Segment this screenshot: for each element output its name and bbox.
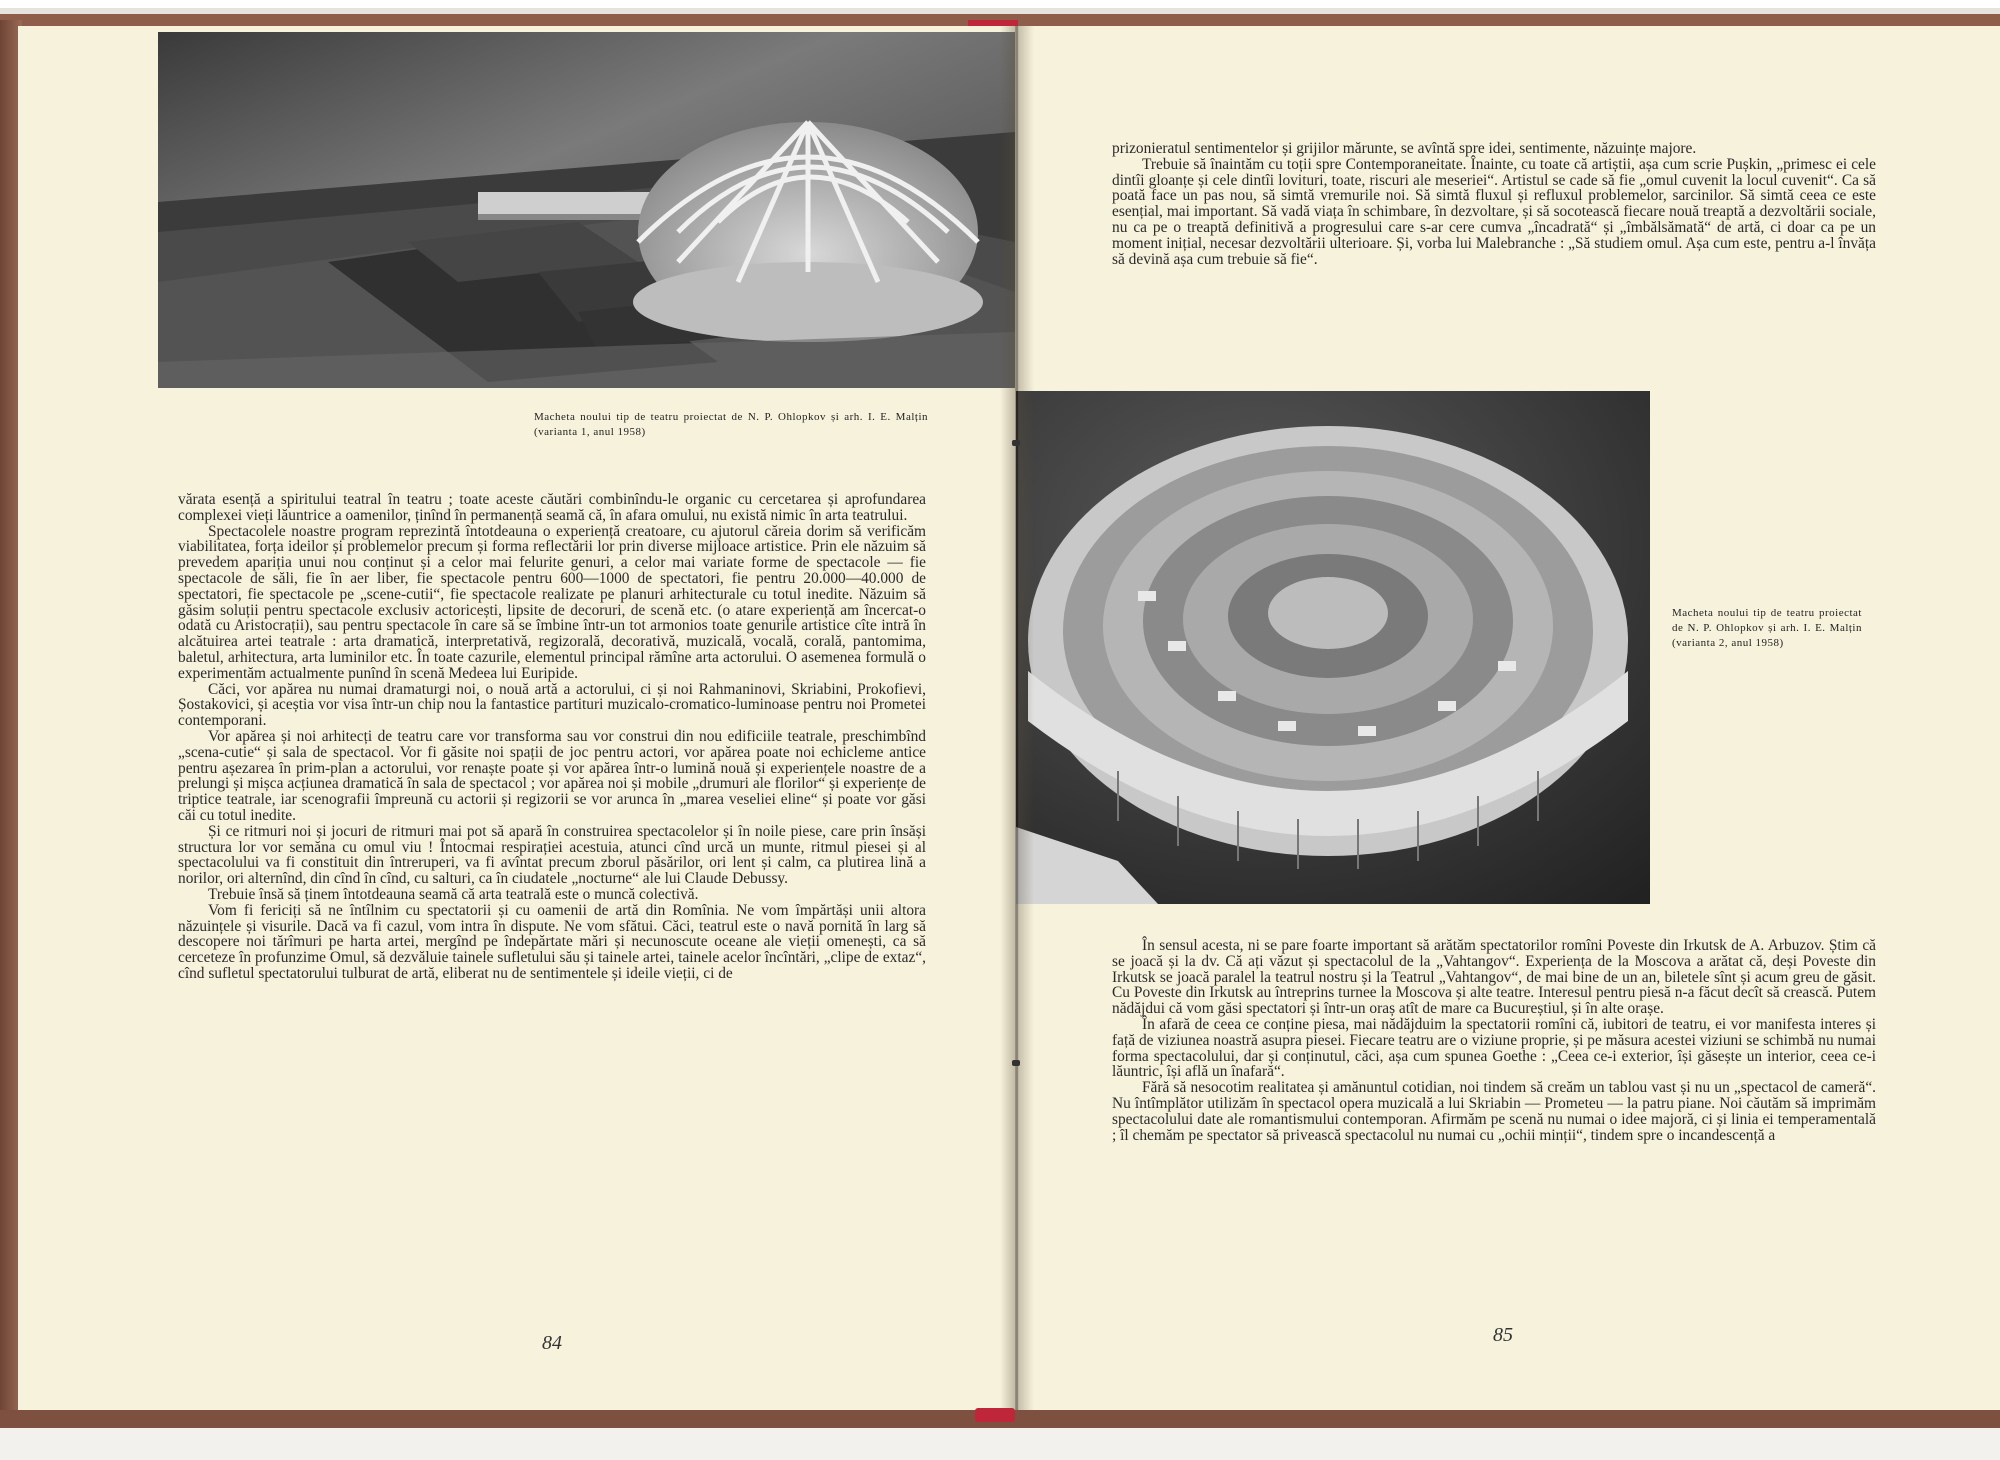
paragraph: prizonieratul sentimentelor și grijilor mărunte, se avîntă spre idei, sentimente, năzuințe majore. — [1112, 140, 1697, 157]
dome-theatre-model-image — [158, 32, 1015, 388]
paragraph: Trebuie să înaintăm cu toții spre Contemporaneitate. Înainte, cu toate că artiștii, așa cum scrie Pușkin, „primesc ei cele dintîi gloanțe și cele dintîi lovituri, toate, riscuri ale meseriei“. Artistul se cade să fie „omul cuvenit la locul cuvenit“. Ca să poată face un pas nou, să simtă vremurile noi. Să simtă fluxul și refluxul problemelor, sarcinilor. Să simtă ceea ce este esențial, mai important. Să vadă viața în schimbare, în dezvoltare, și să socotească fiecare nouă treaptă a dezvoltării sociale, nu ca pe o treaptă definitivă a progresului care s-ar cere cumva „încadrată“ și „îmbălsămată“ de artă, ci doar ca pe un moment inițial, necesar dezvoltării ulterioare. Și, vorba lui Malebranche : „Să studiem omul. Așa cum este, pentru a-l învăța să devină așa cum trebuie să fie“. — [1112, 155, 1876, 268]
right-page-top-text — [1112, 141, 1876, 267]
bookmark-ribbon-bottom — [975, 1408, 1015, 1422]
binding-stitch — [1012, 440, 1020, 446]
paragraph: În afară de ceea ce conține piesa, mai nădăjduim la spectatorii romîni că, iubitori de teatru, ei vor manifesta interes și față de viziunea noastră asupra piesei. Fiecare teatru are o viziune proprie, și pe măsura acestei viziuni se schimbă nu numai forma spectacolului, dar și conținutul, căci, așa cum spunea Goethe : „Ceea ce-i exterior, își găsește un interior, ceea ce-i lăuntric, își află un înafară“. — [1112, 1015, 1876, 1081]
paragraph: Spectacolele noastre program reprezintă întotdeauna o experiență creatoare, cu ajutorul căreia dorim să verificăm viabilitatea, forța ideilor și problemelor precum și forma reflectării lor prin diverse mijloace artistice. Prin ele năzuim să prevedem apariția unui nou conținut și a celor mai felurite genuri, a celor mai variate forme de spectacole — fie spectacole de săli, fie în aer liber, fie spectacole pentru 600—1000 de spectatori, fie pentru 20.000—40.000 de spectatori, fie spectacole pe „scene-cutii“, fie spectacole realizate pe planuri arhitecturale cu totul inedite. Năzuim să găsim soluții pentru spectacole exclusiv actoricești, lipsite de decoruri, de scenă etc. (o atare experiență am încercat-o odată cu Aristocrații), sau pentru spectacole în care să se îmbine într-un tot armonios toate genurile artistice cîte intră în alcătuirea artei teatrale : arta dramatică, interpretativă, regizorală, decorativă, muzicală, vocală, corală, pantomima, baletul, arhitectura, arta luminilor etc. În toate cazurile, elementul principal rămîne arta actorului. O asemenea formulă o experimentăm actualmente punînd în scenă Medeea lui Euripide. — [178, 522, 926, 682]
left-page — [18, 26, 1016, 1410]
right-page — [1016, 26, 2000, 1410]
paragraph: În sensul acesta, ni se pare foarte important să arătăm spectatorilor romîni Poveste din Irkutsk de A. Arbuzov. Știm că se joacă și la dv. Că ați văzut și spectacolul de la „Vahtangov“. Experiența de la Moscova a arătat că, deși Poveste din Irkutsk se joacă paralel la teatrul nostru și la Teatrul „Vahtangov“, de mai bine de un an, biletele sînt și acum greu de găsit. Cu Poveste din Irkutsk au întreprins turneе la Moscova și alte teatre. Interesul pentru piesă n-a făcut decît să crească. Putem nădăjdui că vom găsi spectatori și într-un oraș atît de mare ca Bucureștiul, și în alte orașe. — [1112, 937, 1876, 1018]
amphitheatre-model-image — [1016, 391, 1650, 904]
photo-caption-variant-1: Macheta noului tip de teatru proiectat de N. P. Ohlopkov și arh. I. E. Malțin (varianta 1, anul 1958) — [534, 411, 928, 438]
paragraph: Căci, vor apărea nu numai dramaturgi noi, o nouă artă a actorului, ci și noi Rahmaninovi, Skriabini, Prokofievi, Șostakovici, și aceștia vor visa într-un chip nou la fantastice partituri muzicalo-cromatico-luminoase pentru noi Prometei contemporani. — [178, 680, 926, 730]
theatre-model-photo-variant-1 — [158, 32, 1015, 388]
book-gutter — [1000, 26, 1034, 1410]
left-page-body-text — [178, 492, 926, 982]
page-number-right: 85 — [1493, 1324, 1513, 1346]
photo-caption-variant-2: Macheta noului tip de teatru proiectat de N. P. Ohlopkov și arh. I. E. Malțin (varianta 2, anul 1958) — [1672, 607, 1862, 649]
paragraph: Vom fi fericiți să ne întîlnim cu spectatorii și cu oamenii de artă din Romînia. Ne vom împărtăși unii altora năzuințele și visurile. Dacă va fi cazul, vom intra în dispute. Ne vom sfătui. Căci, teatrul este o navă pornită în larg să descopere noi tărîmuri pe harta artei, mergînd pe îndepărtate mări și necunoscute oceane ale vieții omenești, ca să cerceteze în profunzime Omul, să dezvăluie tainele sufletului său și tainele artei, tainele acelor încîntări, „clipe de extaz“, cînd sufletul spectatorului tulburat de artă, eliberat nu de sentimentele și ideile vieții, ci de — [178, 901, 926, 982]
paragraph: Vor apărea și noi arhitecți de teatru care vor transforma sau vor construi din nou edificiile teatrale, preschimbînd „scena-cutie“ și sala de spectacol. Vor fi găsite noi spații de joc pentru actori, vor apărea poate noi echicleme antice pentru așezarea în prim-plan a actorului, vor renaște poate și vor apărea într-o lumină nouă și experiențele noastre de a prelungi și mișca acțiunea dramatică în sala de spectacol ; vor apărea noi și mobile „drumuri ale florilor“ și experiențe de triptice teatrale, iar scenografii împreună cu actorii și regizorii se vor arunca în „marea veseliei eline“ și poate vor găsi căi cu totul inedite. — [178, 727, 926, 824]
paragraph: Fără să nesocotim realitatea și amănuntul cotidian, noi tindem să creăm un tablou vast și nu un „spectacol de cameră“. Nu întîmplător utilizăm în spectacol opera muzicală a lui Skriabin — Prometeu — la patru piane. Noi căutăm să imprimăm spectacolului date ale romantismului contemporan. Afirmăm pe scenă nu numai o idee majoră, ci și linia ei temperamentală ; îl chemăm pe spectator să privească spectacolul nu numai cu „ochii minții“, tindem spre o incandescență a — [1112, 1079, 1876, 1144]
page-number-left: 84 — [542, 1332, 562, 1354]
right-page-bottom-text — [1112, 938, 1876, 1143]
theatre-model-photo-variant-2 — [1016, 391, 1650, 904]
paragraph: Și ce ritmuri noi și jocuri de ritmuri mai pot să apară în construirea spectacolelor și în noile piese, care prin însăși structura lor vor semăna cu omul viu ! Întocmai respirației acestuia, atunci cînd urcă un munte, ritmul piesei și al spectacolului va fi constituit din întreruperi, va fi avîntat precum zborul păsărilor, ori lent și calm, ca plutirea lină a norilor, ori alternînd, din cînd în cînd, cu salturi, ca în ciudatele „nocturne“ ale lui Claude Debussy. — [178, 822, 926, 888]
binding-stitch — [1012, 1060, 1020, 1066]
paragraph: vărata esență a spiritului teatral în teatru ; toate aceste căutări combinîndu-le organic cu cercetarea și aprofundarea complexei vieți lăuntrice a oamenilor, ținînd în permanență seamă că, în afara omului, nu există nimic în arta teatrului. — [178, 491, 926, 524]
paragraph: Trebuie însă să ținem întotdeauna seamă că arta teatrală este o muncă colectivă. — [208, 885, 699, 903]
